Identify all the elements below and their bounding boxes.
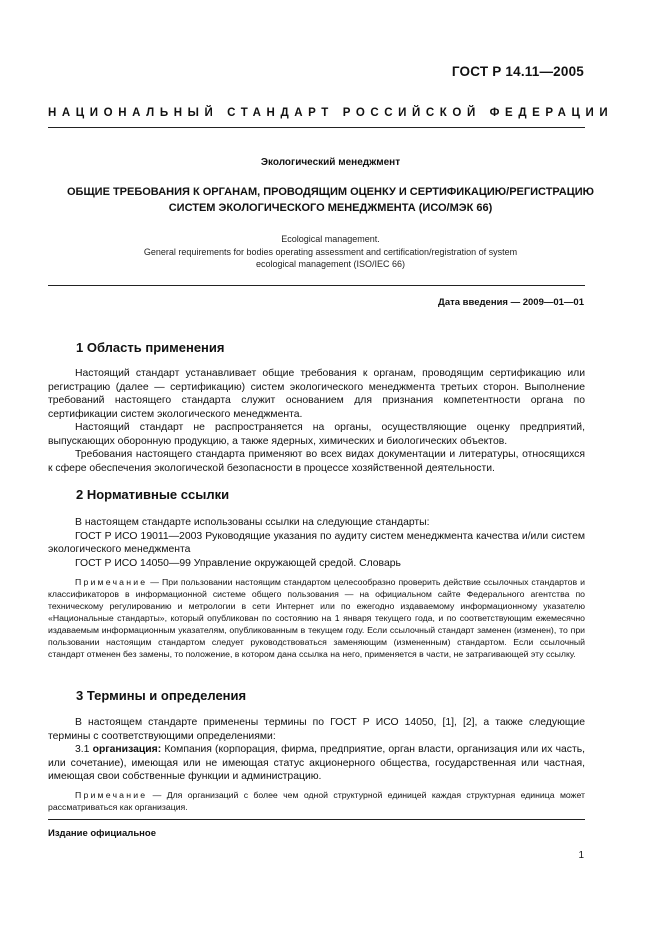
title-line-1: ОБЩИЕ ТРЕБОВАНИЯ К ОРГАНАМ, ПРОВОДЯЩИМ ОЦЕНКУ И СЕРТИФИКАЦИЮ/РЕГИСТРАЦИЮ: [66, 186, 595, 198]
section-1-paragraph: Настоящий стандарт не распространяется на органы, осуществляющие оценку предприятий, выпускающих оборонную продукцию, а также ядерных, химических и биологических объектов.: [48, 422, 585, 447]
note-text: — Для организаций с более чем одной структурной единицей каждая структурная единица может рассматриваться как организация.: [48, 790, 585, 812]
section-1-paragraph: Настоящий стандарт устанавливает общие требования к органам, проводящим сертификацию или регистрацию (далее — сертификацию) систем экологического менеджмента третьих сторон. Выполнение требований настоящего стандарта служит основанием для признания компетентности органа по сертификации систем экологического менеджмента.: [48, 368, 585, 420]
term-name: организация:: [92, 744, 162, 755]
section-1-paragraph: Требования настоящего стандарта применяют во всех видах документации и литературы, относящихся к сфере обеспечения экологической безопасности в процессе хозяйственной деятельности.: [48, 449, 585, 474]
english-title-line-2: General requirements for bodies operating assessment and certification/registration of system: [143, 246, 518, 257]
term-text: Компания (корпорация, фирма, предприятие, орган власти, организация или их часть, или сочетание), имеющая или не имеющая статус акционерного общества, государственная или частная, имеющая свои собственные функции и администрацию.: [48, 744, 586, 782]
edition-label: Издание официальное: [48, 828, 156, 839]
english-title-line-3: ecological management (ISO/IEC 66): [255, 259, 406, 269]
section-3-body: [48, 716, 585, 784]
title-divider: [48, 285, 585, 286]
note-label: Примечание: [75, 577, 148, 587]
note-label: Примечание: [75, 790, 148, 800]
term-number: 3.1: [75, 744, 90, 755]
section-2-reference: ГОСТ Р ИСО 14050—99 Управление окружающей средой. Словарь: [75, 557, 401, 569]
section-1-body: [48, 367, 585, 475]
footer-divider: [48, 819, 585, 820]
document-title: [48, 184, 613, 216]
effective-date: Дата введения — 2009—01—01: [438, 297, 584, 308]
document-subtitle: Экологический менеджмент: [260, 157, 401, 168]
section-2-reference: ГОСТ Р ИСО 19011—2003 Руководящие указания по аудиту систем менеджмента качества и/или систем экологического менеджмента: [48, 530, 585, 555]
note-text: — При пользовании настоящим стандартом целесообразно проверить действие ссылочных стандартов и классификаторов в информационной системе общего пользования — на официальном сайте Федерального агентства по техническому регулированию и метрологии в сети Интернет или по ежегодно издаваемому информационному указателю «Национальные стандарты», который опубликован по состоянию на 1 января текущего года, и по соответствующим ежемесячно издаваемым информационным указателям, опубликованным в текущем году. Если ссылочный стандарт заменен (изменен), то при пользовании настоящим стандартом следует руководствоваться заменяющим (измененным) стандартом. Если ссылочный стандарт отменен без замены, то положение, в котором дана ссылка на него, применяется в части, не затрагивающей эту ссылку.: [48, 577, 585, 659]
header-divider: [48, 127, 585, 128]
national-standard-banner: НАЦИОНАЛЬНЫЙ СТАНДАРТ РОССИЙСКОЙ ФЕДЕРАЦИИ: [48, 107, 614, 119]
section-1-heading: 1 Область применения: [76, 340, 225, 355]
title-line-2: СИСТЕМ ЭКОЛОГИЧЕСКОГО МЕНЕДЖМЕНТА (ИСО/МЭК 66): [168, 202, 493, 214]
english-title-line-1: Ecological management.: [281, 234, 380, 244]
english-title: [60, 233, 601, 271]
section-2-note: [48, 576, 585, 660]
document-number: ГОСТ Р 14.11—2005: [451, 64, 584, 79]
section-3-paragraph: В настоящем стандарте применены термины по ГОСТ Р ИСО 14050, [1], [2], а также следующие термины с соответствующими определениями:: [48, 717, 585, 742]
section-2-paragraph: В настоящем стандарте использованы ссылки на следующие стандарты:: [75, 517, 430, 528]
section-2-body: [48, 516, 585, 570]
section-2-heading: 2 Нормативные ссылки: [76, 487, 230, 502]
term-definition: [48, 743, 585, 784]
page-number: 1: [578, 850, 584, 861]
section-3-note: [48, 789, 585, 813]
section-3-heading: 3 Термины и определения: [76, 688, 247, 703]
